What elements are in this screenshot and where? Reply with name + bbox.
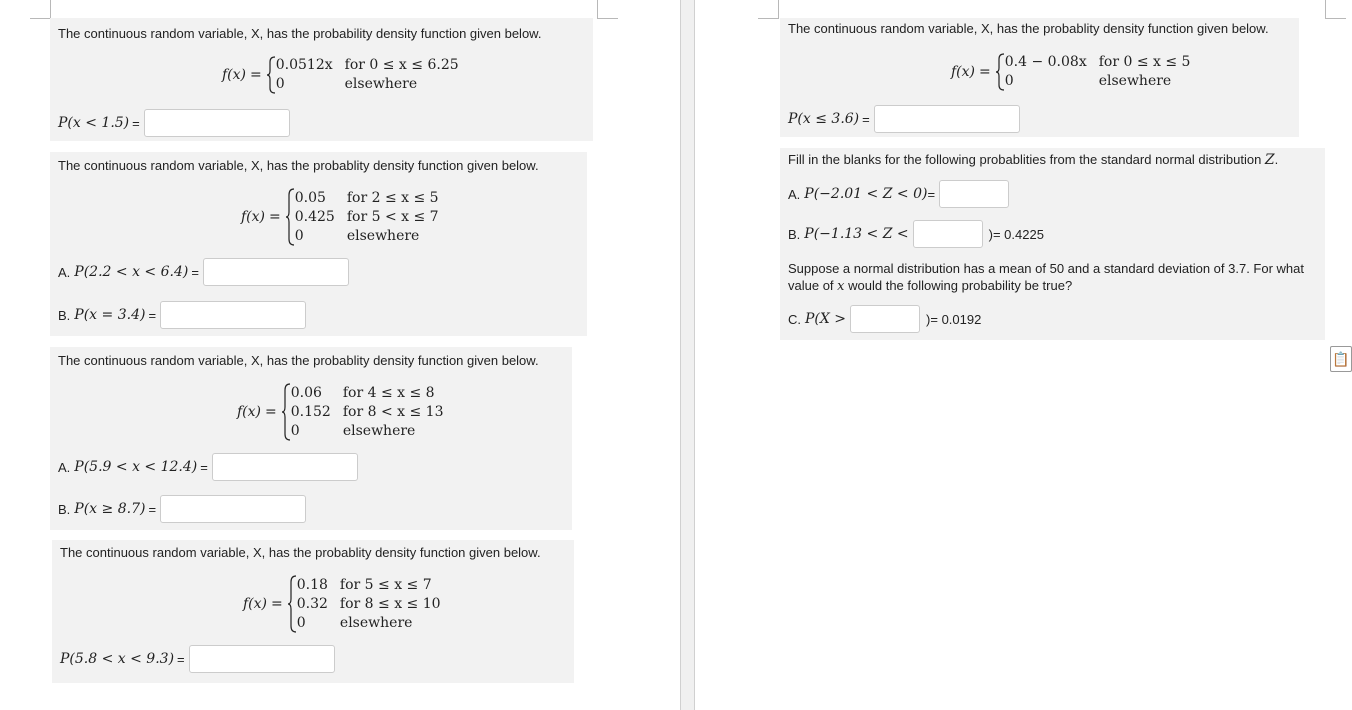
question-6-description — [788, 260, 1318, 295]
prompt-text: Fill in the blanks for the following probablities from the standard normal distribution — [788, 152, 1262, 167]
question-math: P(X > — [805, 311, 847, 327]
case-condition: elsewhere — [344, 76, 418, 92]
part-label: A. — [58, 459, 71, 475]
question-5-box — [780, 18, 1299, 137]
pdf-function-label: f(x) — [241, 209, 266, 225]
answer-input[interactable] — [160, 301, 306, 329]
description-text: Suppose a normal distribution has a mean of 50 and a standard deviation of 3.7. For what value of — [788, 261, 1304, 293]
question-3a-row — [58, 453, 358, 481]
question-2-pdf — [241, 188, 439, 246]
part-label: B. — [58, 501, 71, 517]
question-4-pdf — [243, 575, 441, 633]
pdf-equals: = — [250, 67, 262, 83]
case-condition: for 2 ≤ x ≤ 5 — [346, 189, 439, 206]
case-condition: elsewhere — [342, 422, 416, 439]
pdf-cases — [295, 189, 439, 246]
question-equals: = — [132, 115, 140, 131]
question-4-prompt: The continuous random variable, X, has the probablity density function given below. — [60, 545, 541, 560]
case-expression: 0 — [296, 614, 306, 631]
pdf-function-label: f(x) — [222, 67, 247, 83]
part-label: A. — [58, 264, 71, 280]
question-1-prompt: The continuous random variable, X, has the probability density function given below. — [58, 26, 542, 41]
pdf-function-label: f(x) — [243, 596, 268, 612]
question-6-box — [780, 148, 1325, 340]
question-math: P(5.9 < x < 12.4) — [74, 459, 198, 475]
case-condition: elsewhere — [339, 614, 413, 631]
question-equals: = — [862, 111, 870, 127]
pdf-cases — [297, 576, 441, 633]
question-1-pdf — [222, 56, 459, 94]
case-condition: for 0 ≤ x ≤ 6.25 — [344, 57, 459, 73]
question-4-row — [60, 645, 335, 673]
prompt-variable: Z — [1264, 152, 1275, 168]
question-equals: = — [148, 307, 157, 323]
crop-mark — [758, 0, 779, 19]
answer-input[interactable] — [189, 645, 335, 673]
case-condition: elsewhere — [1098, 73, 1172, 89]
case-expression: 0.0512x — [275, 57, 333, 73]
question-3-pdf — [237, 383, 443, 441]
answer-input[interactable] — [874, 105, 1020, 133]
case-condition: for 0 ≤ x ≤ 5 — [1098, 54, 1191, 70]
question-math: P(x ≥ 8.7) — [74, 501, 146, 517]
question-6-prompt — [788, 152, 1278, 168]
clipboard-icon[interactable]: 📋 — [1330, 346, 1352, 372]
question-math: P(x = 3.4) — [74, 307, 146, 323]
pdf-cases — [291, 384, 444, 441]
case-expression: 0.05 — [294, 189, 326, 206]
case-expression: 0.32 — [296, 595, 328, 612]
case-condition: for 8 ≤ x ≤ 10 — [339, 595, 441, 612]
question-equals: = — [191, 264, 199, 280]
case-condition: for 8 < x ≤ 13 — [342, 403, 444, 420]
question-5-row — [788, 105, 1020, 133]
question-suffix: )= 0.0192 — [926, 311, 982, 327]
answer-input[interactable] — [203, 258, 349, 286]
case-condition: for 4 ≤ x ≤ 8 — [342, 384, 435, 401]
pdf-brace — [266, 56, 276, 94]
case-condition: elsewhere — [346, 227, 420, 244]
question-math: P(2.2 < x < 6.4) — [74, 264, 189, 280]
crop-mark — [30, 0, 51, 19]
question-2b-row — [58, 301, 306, 329]
question-4-box — [52, 540, 574, 683]
question-3b-row — [58, 495, 306, 523]
question-3-box — [50, 347, 572, 530]
pdf-function-label: f(x) — [951, 64, 976, 80]
answer-input[interactable] — [144, 109, 290, 137]
question-2-prompt: The continuous random variable, X, has the probablity density function given below. — [58, 158, 539, 173]
case-condition: for 5 ≤ x ≤ 7 — [339, 576, 432, 593]
answer-input[interactable] — [913, 220, 983, 248]
part-label: B. — [58, 307, 71, 323]
question-6b-row — [788, 220, 1044, 248]
pdf-cases — [276, 56, 459, 94]
case-expression: 0.152 — [290, 403, 331, 420]
pdf-function-label: f(x) — [237, 404, 262, 420]
answer-input[interactable] — [160, 495, 306, 523]
pdf-brace — [287, 575, 297, 633]
crop-mark — [597, 0, 618, 19]
pdf-equals: = — [979, 64, 991, 80]
question-equals: = — [148, 501, 157, 517]
question-3-prompt: The continuous random variable, X, has the probablity density function given below. — [58, 353, 539, 368]
question-suffix: )= 0.4225 — [988, 226, 1044, 242]
question-math: P(5.8 < x < 9.3) — [60, 651, 175, 667]
pdf-brace — [285, 188, 295, 246]
pdf-equals: = — [271, 596, 283, 612]
case-expression: 0.06 — [290, 384, 322, 401]
question-2a-row — [58, 258, 349, 286]
crop-mark — [1325, 0, 1346, 19]
question-equals: = — [177, 651, 185, 667]
question-math: P(x ≤ 3.6) — [788, 111, 860, 127]
question-math: P(−2.01 < Z < 0) — [804, 186, 928, 202]
case-expression: 0.425 — [294, 208, 335, 225]
question-1-box — [50, 18, 593, 141]
question-math: P(x < 1.5) — [58, 115, 130, 131]
pdf-brace — [995, 53, 1005, 91]
question-5-pdf — [951, 53, 1190, 91]
pdf-equals: = — [265, 404, 277, 420]
part-label: A. — [788, 186, 801, 202]
description-text: would the following probability be true? — [848, 278, 1073, 293]
question-1-row — [58, 109, 290, 137]
question-math: P(−1.13 < Z < — [804, 226, 909, 242]
question-6c-row — [788, 305, 981, 333]
case-expression: 0 — [294, 227, 304, 244]
question-2-box — [50, 152, 587, 336]
case-expression: 0.18 — [296, 576, 328, 593]
description-variable: x — [837, 279, 845, 294]
case-expression: 0 — [290, 422, 300, 439]
part-label: C. — [788, 311, 801, 327]
answer-input[interactable] — [939, 180, 1009, 208]
question-5-prompt: The continuous random variable, X, has the probablity density function given below. — [788, 21, 1269, 36]
pdf-brace — [281, 383, 291, 441]
case-condition: for 5 < x ≤ 7 — [346, 208, 439, 225]
page-gutter — [680, 0, 695, 710]
case-expression: 0.4 − 0.08x — [1004, 54, 1087, 70]
prompt-end: . — [1274, 152, 1279, 167]
part-label: B. — [788, 226, 801, 242]
question-equals: = — [200, 459, 208, 475]
pdf-equals: = — [269, 209, 281, 225]
question-equals: = — [927, 186, 936, 202]
answer-input[interactable] — [850, 305, 920, 333]
case-expression: 0 — [1004, 73, 1014, 89]
answer-input[interactable] — [212, 453, 358, 481]
question-6a-row — [788, 180, 1009, 208]
case-expression: 0 — [275, 76, 285, 92]
pdf-cases — [1005, 53, 1191, 91]
